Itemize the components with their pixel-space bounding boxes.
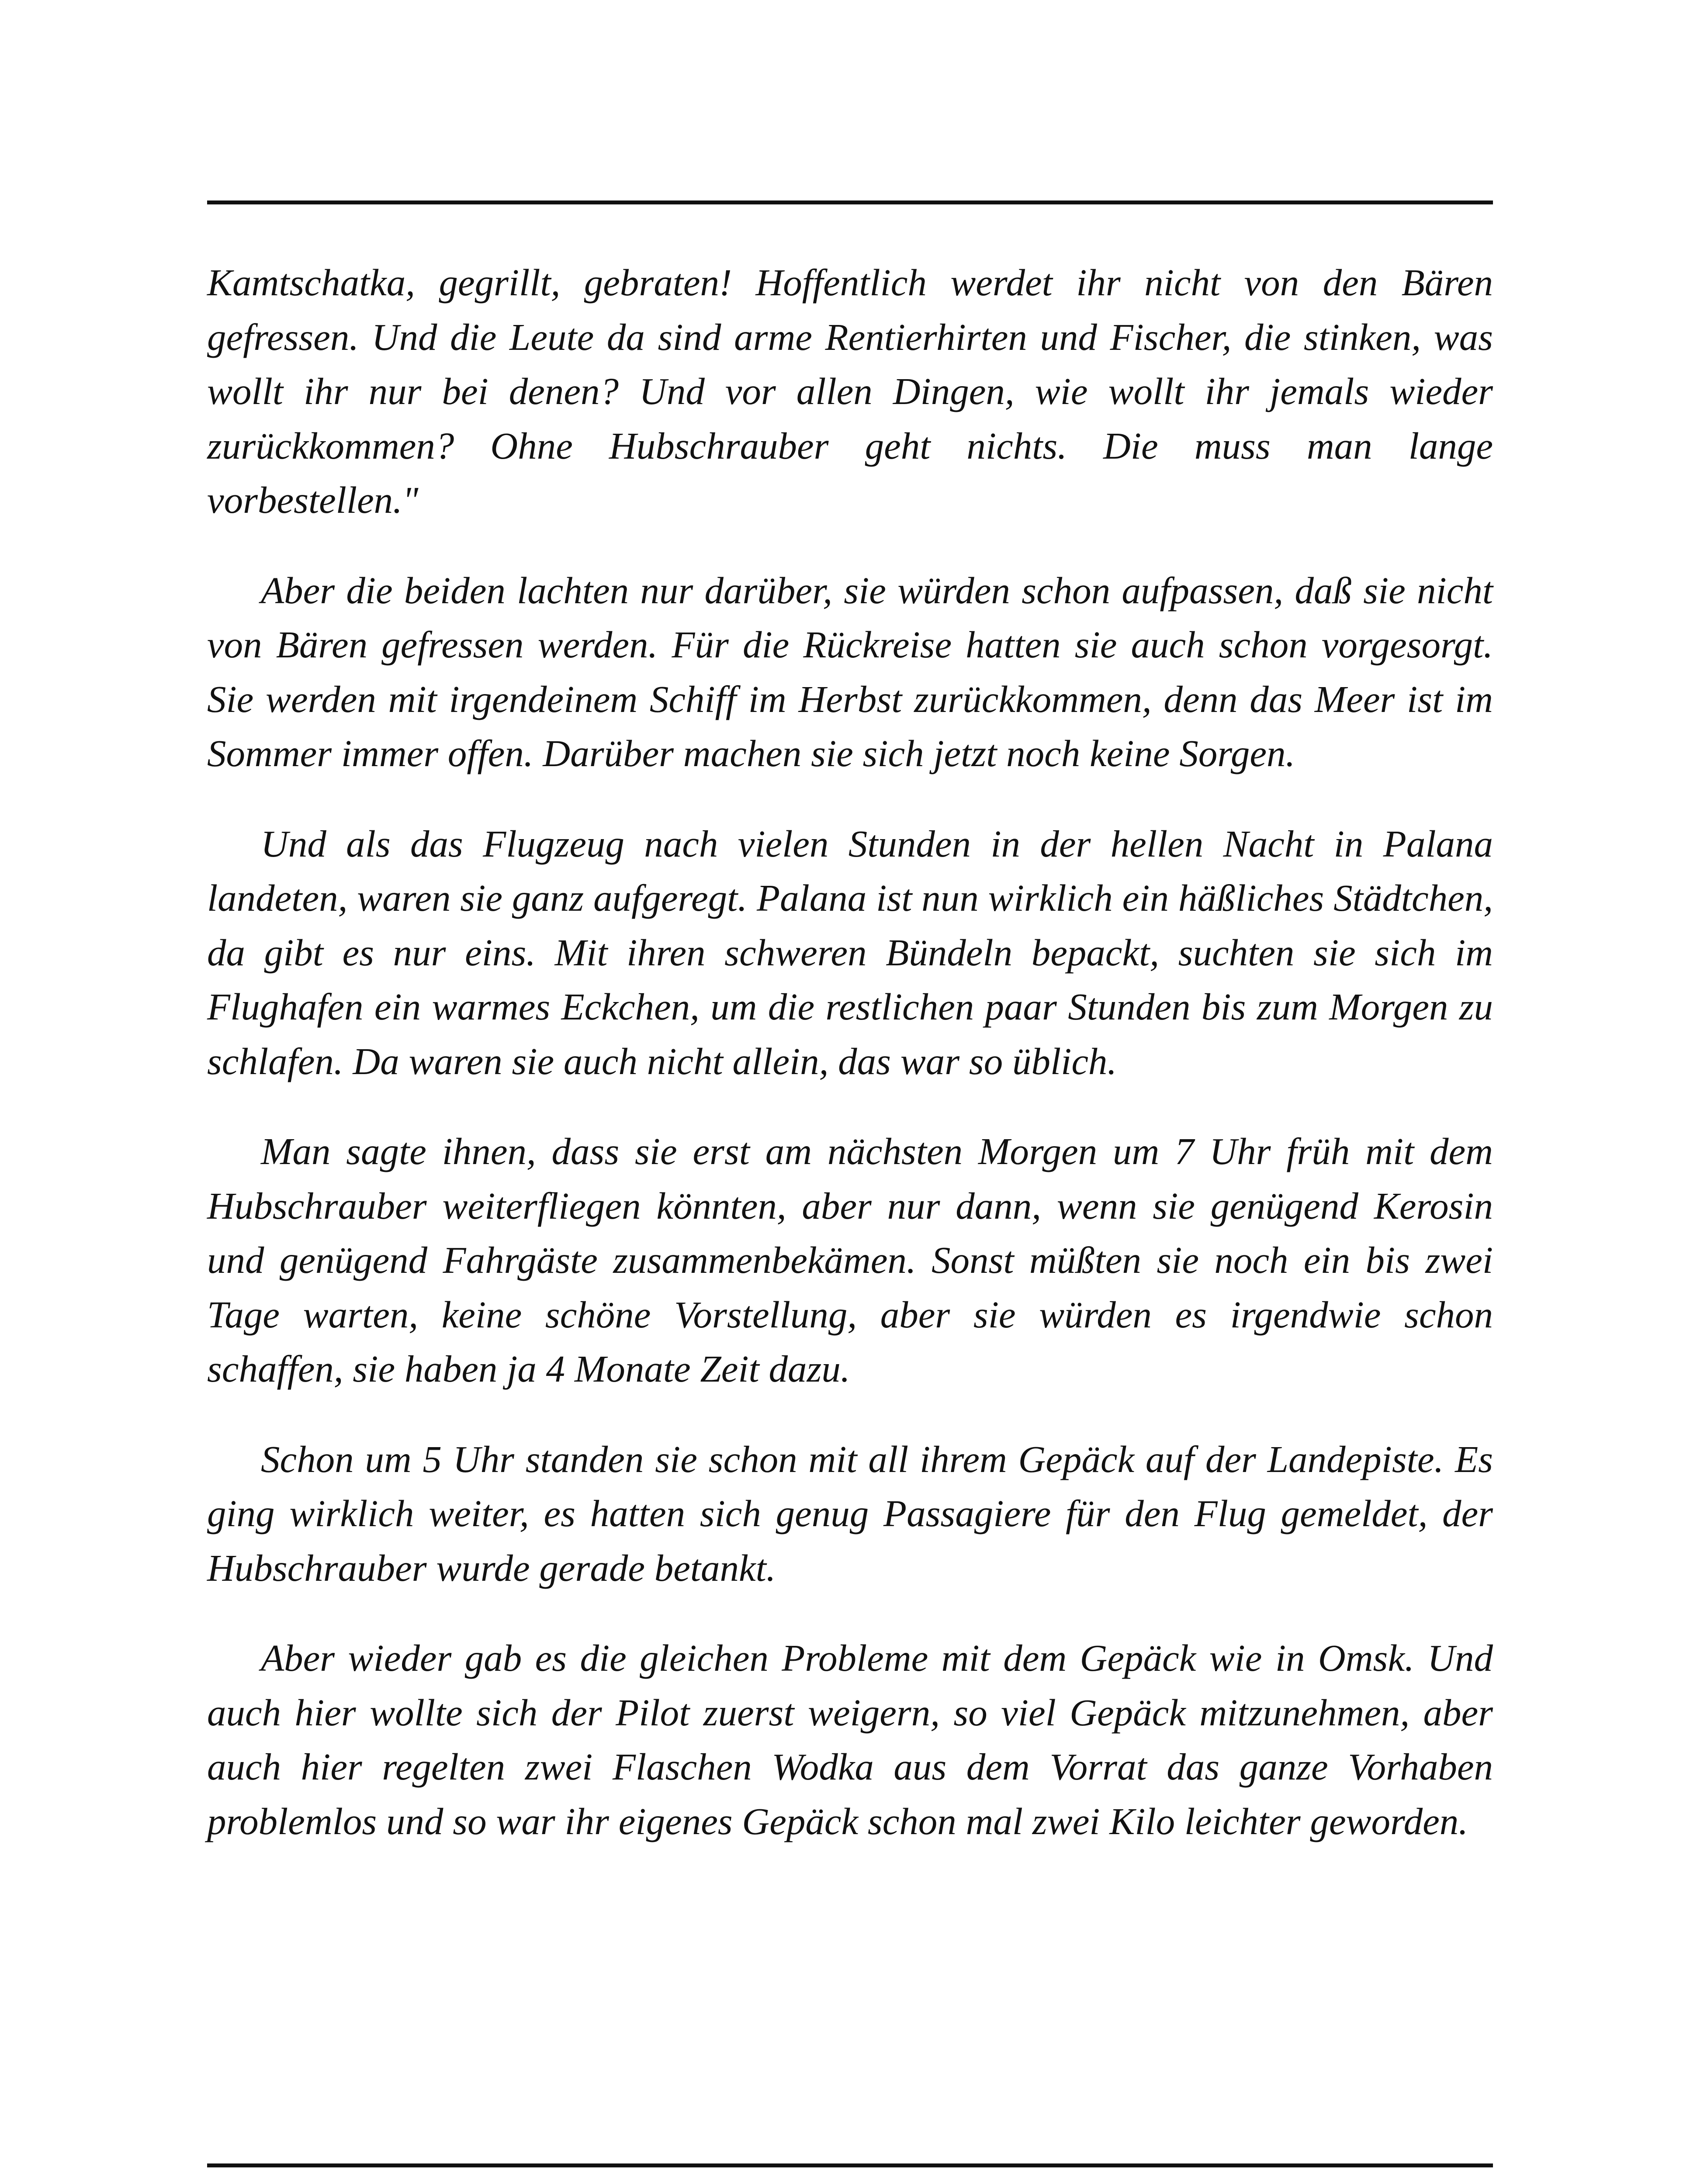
header-rule bbox=[207, 200, 1493, 204]
paragraph-4: Man sagte ihnen, dass sie erst am nächsten Morgen um 7 Uhr früh mit dem Hubschrauber weiterfliegen könnten, aber nur dann, wenn sie genügend Kerosin und genügend Fahrgäste zusammenbekämen. Sonst müßten sie noch ein bis zwei Tage warten, keine schöne Vorstellung, aber sie würden es irgendwie schon schaffen, sie haben ja 4 Monate Zeit dazu. bbox=[207, 1130, 1493, 1390]
paragraph-6: Aber wieder gab es die gleichen Probleme mit dem Gepäck wie in Omsk. Und auch hier wollte sich der Pilot zuerst weigern, so viel Gepäck mitzunehmen, aber auch hier regelten zwei Flaschen Wodka aus dem Vorrat das ganze Vorhaben problemlos und so war ihr eigenes Gepäck schon mal zwei Kilo leichter geworden. bbox=[207, 1637, 1493, 1842]
paragraph-3: Und als das Flugzeug nach vielen Stunden in der hellen Nacht in Palana landeten, waren sie ganz aufgeregt. Palana ist nun wirklich ein häßliches Städtchen, da gibt es nur eins. Mit ihren schweren Bündeln bepackt, suchten sie sich im Flughafen ein warmes Eckchen, um die restlichen paar Stunden bis zum Morgen zu schlafen. Da waren sie auch nicht allein, das war so üblich. bbox=[207, 822, 1493, 1082]
paragraph-5: Schon um 5 Uhr standen sie schon mit all ihrem Gepäck auf der Landepiste. Es ging wirklich weiter, es hatten sich genug Passagiere für den Flug gemeldet, der Hubschrauber wurde gerade betankt. bbox=[207, 1438, 1493, 1589]
footer-rule bbox=[207, 2163, 1493, 2167]
page-number bbox=[207, 2180, 245, 2184]
paragraph-2: Aber die beiden lachten nur darüber, sie würden schon aufpassen, daß sie nicht von Bären gefressen werden. Für die Rückreise hatten sie auch schon vorgesorgt. Sie werden mit irgendeinem Schiff im Herbst zurückkommen, denn das Meer ist im Sommer immer offen. Darüber machen sie sich jetzt noch keine Sorgen. bbox=[207, 569, 1493, 774]
body-text bbox=[207, 256, 1493, 1884]
paragraph-1: Kamtschatka, gegrillt, gebraten! Hoffentlich werdet ihr nicht von den Bären gefressen. Und die Leute da sind arme Rentierhirten und Fischer, die stinken, was wollt ihr nur bei denen? Und vor allen Dingen, wie wollt ihr jemals wieder zurückkommen? Ohne Hubschrauber geht nichts. Die muss man lange vorbestellen." bbox=[207, 261, 1493, 521]
